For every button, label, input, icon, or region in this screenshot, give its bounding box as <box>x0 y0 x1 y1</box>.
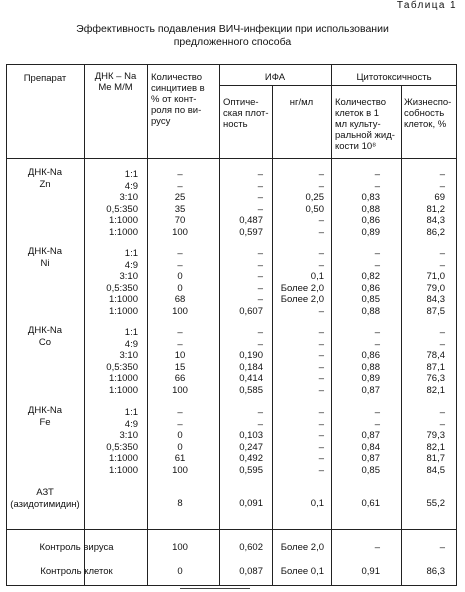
header-optical-density: Оптиче- ская плот- ность <box>223 97 269 130</box>
table-cell: 100 <box>172 464 188 476</box>
title-line-1: Эффективность подавления ВИЧ-инфекции при использовании <box>76 23 389 35</box>
header-ifa: ИФА <box>264 72 286 83</box>
table-cell: 0,91 <box>361 566 380 577</box>
table-cell: 55,2 <box>426 498 445 509</box>
table-cell: – <box>318 327 324 338</box>
table-cell: 1:1000 <box>108 373 138 384</box>
table-cell: – <box>177 407 183 418</box>
table-cell: – <box>374 338 380 350</box>
table-cell: – <box>318 305 324 317</box>
table-cell: – <box>177 180 183 192</box>
table-cell: 0,82 <box>361 271 380 282</box>
table-cell: – <box>439 418 445 430</box>
table-cell: – <box>257 180 263 192</box>
table-cell: – <box>318 259 324 271</box>
table-cell: – <box>318 338 324 350</box>
cell-control-label: Контроль клеток <box>40 566 113 577</box>
table-cell: – <box>318 418 324 430</box>
virus-control-label: Контроль вируса <box>39 542 114 553</box>
azt-drug-name: АЗТ (азидотимидин) <box>10 487 80 510</box>
table-cell: 4:9 <box>124 338 138 350</box>
table-cell: 0,61 <box>361 498 380 509</box>
table-cell: Более 2,0 <box>280 282 324 294</box>
table-cell: – <box>374 248 380 259</box>
table-cell: – <box>318 441 324 453</box>
table-cell: 78,4 <box>426 350 445 361</box>
table-cell: – <box>439 542 445 553</box>
table-cell: Более 2,0 <box>280 542 324 553</box>
table-cell: – <box>318 384 324 396</box>
table-cell: 15 <box>174 361 186 373</box>
drug-name: ДНК-Na Fe <box>27 405 63 428</box>
table-cell: 61 <box>174 453 186 464</box>
table-cell: – <box>374 169 380 180</box>
table-cell: 0,184 <box>239 361 263 373</box>
table-cell: – <box>374 542 380 553</box>
table-cell: – <box>257 327 263 338</box>
table-cell: 0,25 <box>305 192 324 203</box>
table-cell: 0,087 <box>239 566 263 577</box>
table-cell: 8 <box>177 498 183 509</box>
table-cell: – <box>257 407 263 418</box>
table-cell: 0,88 <box>361 361 380 373</box>
table-cell: 100 <box>172 305 188 317</box>
col-line-1 <box>84 64 85 586</box>
table-cell: 82,1 <box>426 441 445 453</box>
table-cell: 1:1000 <box>108 305 138 317</box>
table-cell: 0,1 <box>310 498 324 509</box>
table-cell: 0,247 <box>239 441 263 453</box>
table-cell: 35 <box>174 203 186 215</box>
table-cell: – <box>374 407 380 418</box>
table-cell: – <box>318 248 324 259</box>
table-cell: 4:9 <box>124 259 138 271</box>
table-cell: 1:1000 <box>108 453 138 464</box>
table-cell: 1:1 <box>124 248 138 259</box>
table-cell: 84,5 <box>426 464 445 476</box>
col-line-5 <box>331 64 332 586</box>
table-cell: – <box>374 418 380 430</box>
table-cell: – <box>257 259 263 271</box>
table-cell: – <box>318 180 324 192</box>
table-cell: 3:10 <box>119 430 138 441</box>
header-cytotoxicity: Цитотоксичность <box>356 72 432 83</box>
col-line-2 <box>147 64 148 586</box>
table-cell: 76,3 <box>426 373 445 384</box>
table-cell: 0 <box>177 430 183 441</box>
table-cell: 0,5:350 <box>106 203 138 215</box>
header-cell-count: Количество клеток в 1 мл культу- ральной жид- кости 10⁸ <box>335 97 395 152</box>
ifa-cyto-split-line <box>219 85 457 86</box>
table-cell: 0,585 <box>239 384 263 396</box>
table-cell: 25 <box>174 192 186 203</box>
table-cell: 69 <box>434 192 445 203</box>
table-cell: 100 <box>172 226 188 238</box>
table-cell: 0,87 <box>361 384 380 396</box>
table-cell: 0 <box>177 566 183 577</box>
table-cell: 84,3 <box>426 294 445 305</box>
table-cell: 0,86 <box>361 282 380 294</box>
table-cell: – <box>257 294 263 305</box>
drug-name: ДНК-Na Ni <box>27 246 63 269</box>
table-cell: 1:1000 <box>108 226 138 238</box>
table-cell: 4:9 <box>124 418 138 430</box>
table-cell: 81,7 <box>426 453 445 464</box>
table-cell: – <box>257 203 263 215</box>
table-cell: 0,84 <box>361 441 380 453</box>
table-cell: 0,595 <box>239 464 263 476</box>
table-cell: 87,1 <box>426 361 445 373</box>
table-cell: 81,2 <box>426 203 445 215</box>
table-cell: 1:1000 <box>108 294 138 305</box>
table-cell: – <box>177 259 183 271</box>
table-cell: 0 <box>177 282 183 294</box>
table-cell: – <box>374 327 380 338</box>
table-cell: 0,89 <box>361 226 380 238</box>
header-dnk: ДНК – Na Me M/M <box>94 71 137 93</box>
col-line-6 <box>401 85 402 586</box>
table-cell: 0,5:350 <box>106 361 138 373</box>
table-cell: 0 <box>177 271 183 282</box>
table-cell: 0,414 <box>239 373 263 384</box>
table-label: Таблица 1 <box>396 0 457 11</box>
table-cell: – <box>318 407 324 418</box>
table-title <box>0 23 465 49</box>
table-cell: 0,1 <box>310 271 324 282</box>
table-cell: 79,0 <box>426 282 445 294</box>
table-cell: 0,88 <box>361 305 380 317</box>
table-cell: – <box>439 248 445 259</box>
table-cell: 0,89 <box>361 373 380 384</box>
table-cell: – <box>318 430 324 441</box>
table-cell: – <box>439 338 445 350</box>
azt-separator-line <box>6 529 457 530</box>
table-cell: 1:1000 <box>108 464 138 476</box>
table-cell: – <box>374 180 380 192</box>
table-cell: 0,190 <box>239 350 263 361</box>
table-cell: 10 <box>174 350 186 361</box>
table-cell: 1:1000 <box>108 215 138 226</box>
table-cell: 0,492 <box>239 453 263 464</box>
table-cell: – <box>318 464 324 476</box>
table-cell: – <box>257 169 263 180</box>
table-cell: – <box>257 271 263 282</box>
table-cell: 0,86 <box>361 350 380 361</box>
table-cell: 0,103 <box>239 430 263 441</box>
table-cell: 100 <box>172 384 188 396</box>
header-viability: Жизнеспо- собность клеток, % <box>404 97 452 130</box>
table-cell: 3:10 <box>119 271 138 282</box>
table-cell: – <box>257 248 263 259</box>
table-cell: 0,85 <box>361 464 380 476</box>
table-cell: – <box>318 373 324 384</box>
table-cell: – <box>257 418 263 430</box>
table-cell: 0,50 <box>305 203 324 215</box>
header-ng-ml: нг/мл <box>289 97 314 108</box>
table-cell: 3:10 <box>119 192 138 203</box>
table-cell: 0,597 <box>239 226 263 238</box>
table-cell: 1:1 <box>124 169 138 180</box>
table-cell: – <box>318 226 324 238</box>
table-cell: – <box>318 169 324 180</box>
col-line-3 <box>219 64 220 586</box>
table-cell: 0,091 <box>239 498 263 509</box>
table-cell: 0,88 <box>361 203 380 215</box>
table-cell: – <box>318 215 324 226</box>
table-cell: – <box>439 407 445 418</box>
table-cell: 0,83 <box>361 192 380 203</box>
table-cell: 87,5 <box>426 305 445 317</box>
table-cell: 79,3 <box>426 430 445 441</box>
table-cell: – <box>439 259 445 271</box>
table-cell: 0 <box>177 441 183 453</box>
table-cell: – <box>439 180 445 192</box>
table-cell: 71,0 <box>426 271 445 282</box>
drug-name: ДНК-Na Zn <box>27 167 63 190</box>
table-cell: – <box>177 418 183 430</box>
table-cell: 0,602 <box>239 542 263 553</box>
table-cell: – <box>374 259 380 271</box>
table-cell: – <box>177 327 183 338</box>
table-cell: 84,3 <box>426 215 445 226</box>
table-cell: 82,1 <box>426 384 445 396</box>
table-cell: – <box>257 282 263 294</box>
table-cell: 0,607 <box>239 305 263 317</box>
table-cell: 100 <box>172 542 188 553</box>
table-cell: 70 <box>174 215 186 226</box>
table-cell: 0,85 <box>361 294 380 305</box>
table-cell: 66 <box>174 373 186 384</box>
table-cell: 0,86 <box>361 215 380 226</box>
table-cell: 1:1000 <box>108 384 138 396</box>
footnote-line <box>180 588 250 589</box>
drug-name: ДНК-Na Co <box>27 325 63 348</box>
table-cell: 1:1 <box>124 327 138 338</box>
table-cell: 0,487 <box>239 215 263 226</box>
table-cell: – <box>177 169 183 180</box>
table-cell: – <box>439 327 445 338</box>
table-cell: Более 0,1 <box>280 566 324 577</box>
table-cell: 0,5:350 <box>106 441 138 453</box>
table-cell: 3:10 <box>119 350 138 361</box>
table-cell: 86,2 <box>426 226 445 238</box>
table-cell: 0,87 <box>361 453 380 464</box>
header-bottom-line <box>6 158 457 159</box>
table-cell: Более 2,0 <box>280 294 324 305</box>
table-cell: 1:1 <box>124 407 138 418</box>
table-cell: – <box>177 248 183 259</box>
table-cell: – <box>318 453 324 464</box>
header-preparat: Препарат <box>23 73 67 84</box>
table-cell: 4:9 <box>124 180 138 192</box>
table-cell: – <box>177 338 183 350</box>
table-cell: – <box>318 361 324 373</box>
title-line-2: предложенного способа <box>173 36 292 48</box>
table-cell: 0,5:350 <box>106 282 138 294</box>
table-cell: – <box>439 169 445 180</box>
header-syncytia: Количество синцитиев в % от конт- роля по ви- русу <box>151 72 205 127</box>
table-cell: 0,87 <box>361 430 380 441</box>
table-cell: – <box>257 338 263 350</box>
table-cell: – <box>257 192 263 203</box>
table-cell: 86,3 <box>426 566 445 577</box>
col-line-4 <box>272 85 273 586</box>
table-cell: 68 <box>174 294 186 305</box>
table-cell: – <box>318 350 324 361</box>
